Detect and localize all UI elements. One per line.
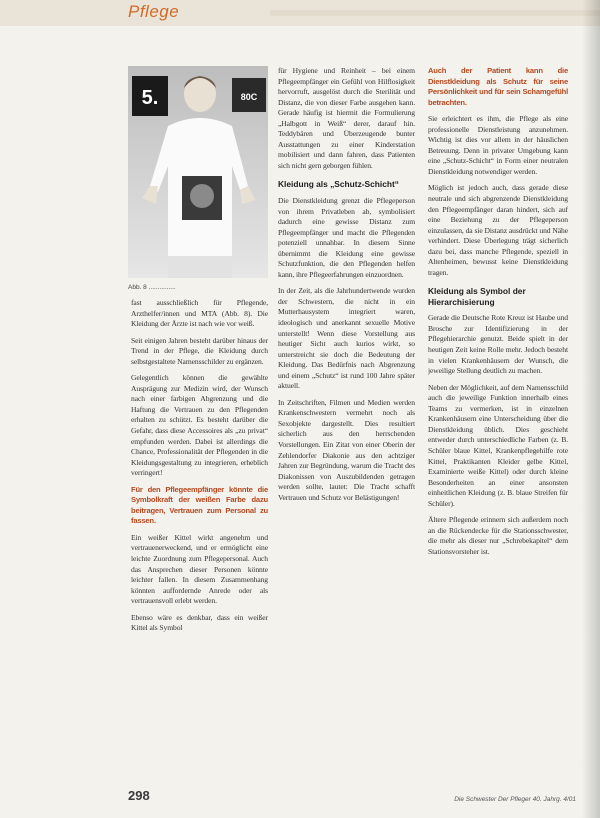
column-1 [131,298,268,750]
col1-paragraph-4: Ein weißer Kittel wirkt angenehm und vertrauenerweckend, und er ermöglicht eine leichte Zuordnung zum Pflegepersonal. Auch das Ansprechen dieser Personen könnte leichter fallen. In diesem Zusammenhang könnten auffordernde Anrede oder als vertrauensvoll erlebt werden. [131,532,268,606]
col2-paragraph-1: für Hygiene und Reinheit – bei einem Pflegeempfänger ein Gefühl von Hilflosigkeit hervorruft, ausgelöst durch die Sterilität und Distanz, die von dieser Farbe ausgehen kann. Gerade häufig ist hiermit die Formulierung „Halbgott in Weiß“ derer, darauf hin. Teddybären und Überzeugende bunter Ausstattungen zu einer Kinderstation mobilisiert und dann fahren, dass Patienten sich nicht gern geborgen fühlen. [278,66,415,170]
col3-paragraph-3: Gerade die Deutsche Rote Kreuz ist Haube und Brosche zur Identifizierung in der Pflegehierarchie genutzt. Beide spielt in der heutigen Zeit keine Rolle mehr. Jedoch besteht in vielen Krankenhäusern der Wunsch, die jeweilige Stellung deutlich zu machen. [428,313,568,376]
column-3 [428,66,568,756]
col3-paragraph-4: Neben der Möglichkeit, auf dem Namensschild auch die jeweilige Funktion innerhalb eines Teams zu vermerken, ist in einzelnen Krankenhäusern eine Unterscheidung über die Dienstkleidung üblich. Dies geschieht entweder durch unterschiedliche Farben (z. B. Schüler blaue Kittel, Krankenpflegehilfe rote Kittel, Praktikanten Kleider gelbe Kittel, Examinierte weiße Kittel) oder durch kleine Besonderheiten an einer ansonsten einheitlichen Kleidung (z. B. blaue Streifen für Schüler). [428,382,568,508]
col2-paragraph-3: In der Zeit, als die Jahrhundertwende wurden der Schwestern, die nicht in ein Mutterhausystem integriert waren, ideologisch und anerkannt sexuelle Motive unterstellt! Wenn diese Vorstellung aus heutiger Sicht auch kurios wirkt, so unterstreicht sie doch die Bedeutung der Kleidung. Das Bedürfnis nach Abgrenzung und einem „Schutz“ ist rund 100 Jahre später aktuell. [278,286,415,391]
figure-caption: Abb. 8 ............... [128,284,176,291]
nurse-photo-illustration [128,66,268,278]
col3-subheading: Kleidung als Symbol der Hierarchisierung [428,286,526,307]
header-rule [270,10,600,16]
shirt-badge-left-text: 5. [141,87,159,109]
column-2 [278,66,415,756]
col3-paragraph-5: Ältere Pflegende erinnern sich außerdem noch an die Rückendecke für die Stationsschwester, die mehr als dieser nur „Schrebekapitel“ dem Stationsvorsteher ist. [428,515,568,556]
col1-paragraph-1: fast ausschließlich für Pflegende, Arzthelfer/innen und MTA (Abb. 8). Die Kleidung der Ärzte ist nach wie vor weiß. [131,298,268,329]
col2-paragraph-2: Die Dienstkleidung grenzt die Pflegeperson von ihrem Privatleben ab, symbolisiert dadurch eine gewisse Distanz zum Pflegeempfänger und macht die Pflegenden potenziell unnahbar. In diesem Sinne übernimmt die Kleidung eine gewisse Schutzfunktion, die den Pflegenden helfen kann, ihre Pflegeerfahrungen einzuordnen. [278,195,415,279]
shirt-print-face [190,184,214,208]
col3-paragraph-1: Sie erleichtert es ihm, die Pflege als eine professionelle Dienstleistung anzunehmen. Wichtig ist dies vor allem in der häuslichen Betreuung. Denn in privater Umgebung kann eine „Schutz-Schicht“ in Form einer neutralen Dienstkleidung notwendiger werden. [428,114,568,176]
col2-paragraph-4: In Zeitschriften, Filmen und Medien werden Krankenschwestern vermehrt noch als Sexobjekte dargestellt. Dies resultiert sicherlich aus den herrschenden Vorstellungen. Ein Zitat von einer Oberin der Zehlendorfer Diakonie aus den achtziger Jahren zur Begründung, warum die Tracht des Diakonissen von Auszubildenden getragen werden sollte, lautet: Die Tracht schafft Vertrauen und Schutz vor Belästigungen! [278,397,415,502]
col1-paragraph-3: Gelegentlich können die gewählte Ausprägung zur Medizin wird, der Wunsch nach einer farbigen Abgrenzung und die Haftung die Vertrauen zu den Pflegenden erhalten zu schützt. Es besteht darüber die Gefahr, dass diese Accessoires als „zu privat“ empfunden werden. Dabei ist allerdings die Chance, Professionalität der Pflegenden in die Kleidungsgestaltung zu integrieren, erheblich verringert! [131,373,268,478]
col1-highlight-quote: Für den Pflegeempfänger könnte die Symbolkraft der weißen Farbe dazu beitragen, Vertrauen zum Personal zu fassen. [131,484,268,526]
page-number: 298 [128,788,150,803]
col2-subheading: Kleidung als „Schutz-Schicht“ [278,179,399,190]
col3-paragraph-2: Möglich ist jedoch auch, dass gerade diese neutrale und sich abgrenzende Dienstkleidung den Pflegeempfänger daran hindert, sich auf eine Beziehung zu der Pflegeperson einzulassen, da sie Distanz ausdrückt und Nähe verhindert. Diese Überlegung trägt sicherlich dazu bei, dass manche Pflegende, speziell in Altenheimen, bewusst keine Dienstkleidung tragen. [428,183,568,277]
section-title: Pflege [128,2,180,21]
col3-highlight-quote: Auch der Patient kann die Dienstkleidung als Schutz für seine Persönlichkeit und für sein Schamgefühl betrachten. [428,66,568,107]
shirt-badge-right-text: 80C [240,92,258,102]
nurse-photo [128,66,268,278]
running-footer: Die Schwester Der Pfleger 40. Jahrg. 4/01 [454,796,576,803]
nurse-trousers [168,256,232,278]
section-header [0,0,600,26]
page-edge-shadow [582,0,600,818]
col1-paragraph-5: Ebenso wäre es denkbar, dass ein weißer Kittel als Symbol [131,612,268,633]
col1-paragraph-2: Seit einigen Jahren besteht darüber hinaus der Trend in der Pflege, die Kleidung durch selbstgestaltete Namensschilder zu ergänzen. [131,335,268,366]
